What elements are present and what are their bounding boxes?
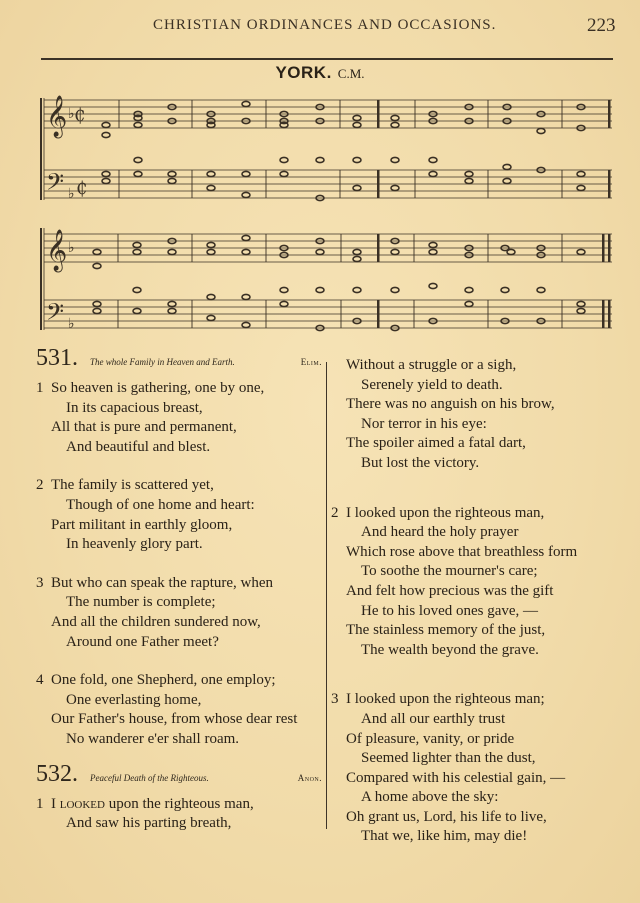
music-system-1 [0, 90, 640, 210]
verse-line: And saw his parting breath, [66, 815, 232, 832]
svg-text:𝄞: 𝄞 [46, 230, 68, 271]
column-divider [326, 362, 327, 829]
svg-text:♭: ♭ [68, 240, 75, 256]
verse-line: There was no anguish on his brow, [346, 396, 555, 413]
verse-line: One everlasting home, [66, 691, 202, 708]
stanza-532-1a: 1 I looked upon the righteous man, And saw his parting breath, [36, 795, 322, 834]
verse-line: upon the righteous man, [108, 795, 254, 812]
stanza-number: 2 [331, 504, 339, 521]
verse-line: And heard the holy prayer [361, 524, 519, 541]
verse-line: Serenely yield to death. [361, 376, 503, 393]
verse-line: Of pleasure, vanity, or pride [346, 730, 515, 747]
verse-line: No wanderer e'er shall roam. [66, 730, 240, 747]
verse-line: But lost the victory. [361, 454, 480, 471]
svg-text:♭: ♭ [68, 186, 75, 202]
verse-line: And all the children sundered now, [51, 613, 261, 630]
stanza-531-2 [36, 476, 322, 554]
verse-line: The stainless memory of the just, [346, 622, 546, 639]
hymn-number: 531. [36, 345, 78, 371]
verse-line: Oh grant us, Lord, his life to live, [346, 808, 547, 825]
verse-line: But who can speak the rapture, when [51, 574, 274, 591]
verse-line: Around one Father meet? [66, 633, 219, 650]
stanza-532-2 [331, 504, 621, 661]
verse-line: Part militant in earthly gloom, [51, 516, 233, 533]
verse-line: And beautiful and blest. [66, 438, 211, 455]
verse-line: Though of one home and heart: [66, 496, 255, 513]
page-number: 223 [587, 15, 616, 36]
verse-line: Our Father's house, from whose dear rest [51, 711, 298, 728]
svg-text:𝄢: 𝄢 [46, 298, 65, 331]
hymn-subtitle: Peaceful Death of the Righteous. [90, 772, 209, 783]
verse-line: All that is pure and permanent, [51, 419, 237, 436]
verse-line: The number is complete; [66, 594, 216, 611]
verse-line: Nor terror in his eye: [361, 415, 487, 432]
tune-title [0, 63, 640, 83]
verse-line: He to his loved ones gave, — [361, 602, 539, 619]
verse-line: The wealth beyond the grave. [361, 641, 539, 658]
verse-line: Without a struggle or a sigh, [346, 357, 517, 373]
drop-word: looked [59, 795, 105, 812]
verse-line: That we, like him, may die! [361, 828, 528, 845]
stanza-number: 4 [36, 672, 44, 689]
verse-line: The family is scattered yet, [51, 477, 214, 494]
stanza-531-1 [36, 379, 322, 457]
svg-text:♭: ♭ [68, 316, 75, 332]
verse-line: In its capacious breast, [66, 399, 203, 416]
stanza-532-3 [331, 690, 621, 847]
hymn-author: Anon. [297, 772, 322, 783]
tune-name: YORK. [275, 63, 332, 82]
stanza-531-3 [36, 574, 322, 652]
right-column [331, 356, 621, 847]
hymn-subtitle: The whole Family in Heaven and Earth. [90, 357, 235, 367]
stanza-number: 3 [36, 574, 44, 591]
svg-text:₵: ₵ [74, 105, 86, 126]
verse-line: Seemed lighter than the dust, [361, 750, 536, 767]
stanza-532-1b [331, 356, 621, 474]
svg-text:𝄢: 𝄢 [46, 168, 65, 201]
header-rule [41, 58, 613, 60]
music-notation [0, 220, 640, 340]
music-system-2 [0, 220, 640, 340]
left-column [36, 345, 322, 834]
verse-line: A home above the sky: [361, 789, 499, 806]
verse-line: I looked upon the righteous man, [346, 504, 545, 521]
svg-text:𝄞: 𝄞 [46, 96, 68, 137]
verse-line: And felt how precious was the gift [346, 582, 554, 599]
tune-meter: C.M. [337, 66, 365, 81]
verse-line: One fold, one Shepherd, one employ; [51, 672, 276, 689]
hymn-number: 532. [36, 760, 78, 787]
hymn-531-heading [36, 345, 322, 379]
verse-line: The spoiler aimed a fatal dart, [346, 435, 526, 452]
verse-line: And all our earthly trust [361, 710, 506, 727]
hymn-532-heading [36, 761, 322, 795]
verse-line: To soothe the mourner's care; [361, 563, 538, 580]
verse-line: Which rose above that breathless form [346, 543, 578, 560]
verse-line: Compared with his celestial gain, — [346, 769, 566, 786]
stanza-531-4 [36, 671, 322, 749]
verse-line: I looked upon the righteous man; [346, 691, 545, 708]
page-header [0, 0, 640, 60]
svg-text:♭: ♭ [68, 106, 75, 122]
verse-line: In heavenly glory part. [66, 536, 203, 553]
music-notation [0, 90, 640, 210]
verse-line: So heaven is gathering, one by one, [51, 380, 265, 396]
hymn-author: Elim. [300, 357, 322, 367]
running-title: CHRISTIAN ORDINANCES AND OCCASIONS. [153, 17, 497, 33]
stanza-number: 2 [36, 477, 44, 494]
svg-text:₵: ₵ [76, 178, 88, 199]
stanza-number: 1 [36, 795, 44, 812]
stanza-number: 1 [36, 380, 44, 396]
stanza-number: 3 [331, 691, 339, 708]
